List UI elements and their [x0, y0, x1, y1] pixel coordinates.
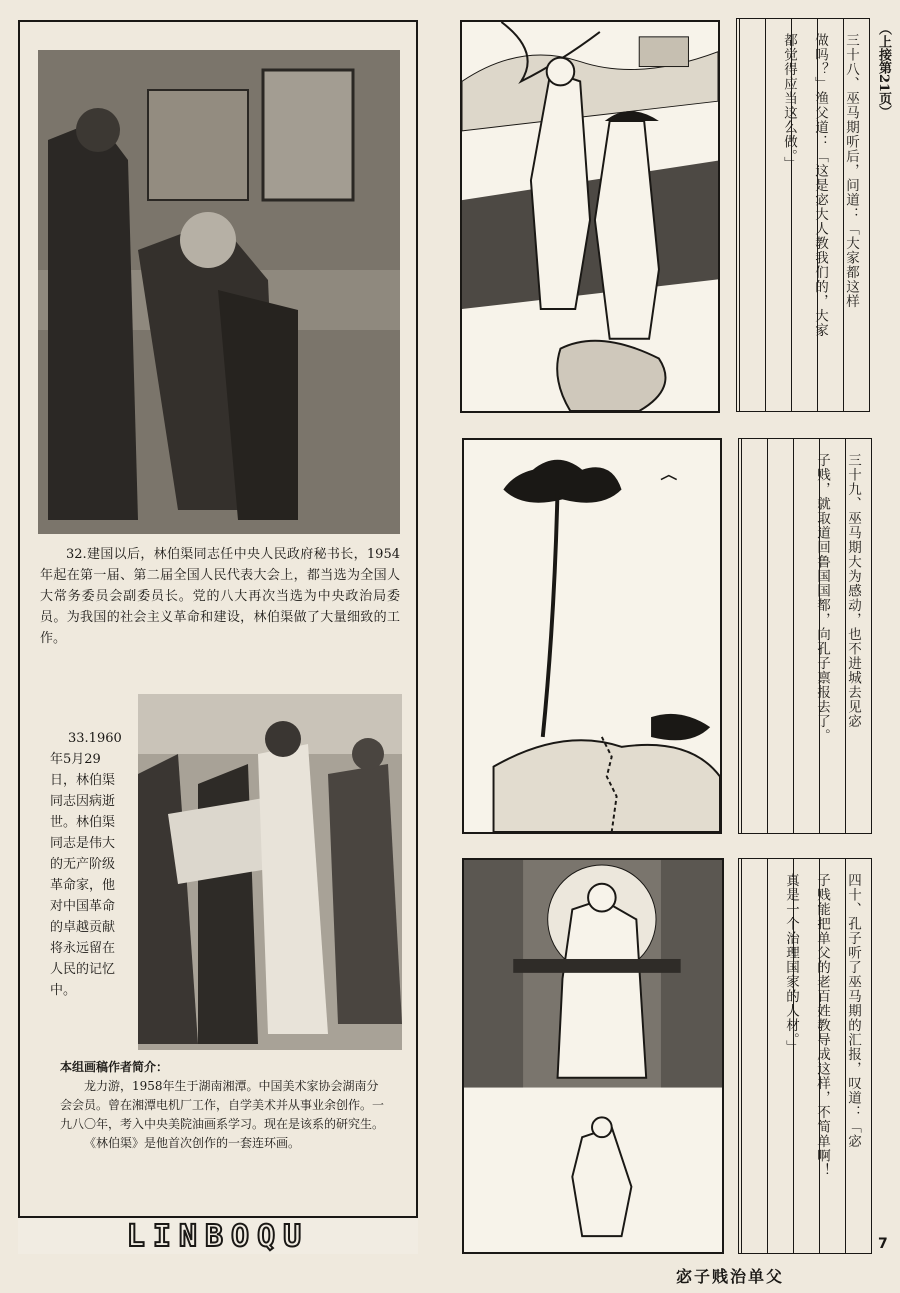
caption-33-line: 33.1960: [68, 731, 122, 746]
text-40-line: 子贱能把单父的老百姓教导成这样，不简单啊！: [814, 873, 830, 1178]
caption-33-line: 中。: [50, 983, 77, 998]
text-38: [737, 33, 869, 401]
text-38-line: 都觉得应当这么做。」: [781, 33, 797, 172]
comic-panel-38: [460, 20, 720, 413]
panel-39-illustration: [464, 440, 720, 832]
title-logo: [18, 1216, 418, 1254]
continued-from-note: （上接第21页）: [876, 22, 891, 119]
text-40-line: 四十、孔子听了巫马期的汇报，叹道：「宓: [845, 873, 861, 1149]
photo-32: [38, 50, 400, 534]
author-bio-title: 本组画稿作者简介：: [60, 1060, 169, 1074]
caption-33-line: 的无产阶级: [50, 857, 116, 872]
linboqu-logo-art: [18, 1218, 418, 1254]
caption-33-line: 人民的记忆: [50, 962, 116, 977]
caption-32: 32.建国以后，林伯渠同志任中央人民政府秘书长，1954年起在第一届、第二届全国人民代表大会上，都当选为全国人大常务委员会副委员长。党的八大再次当选为中央政治局委员。为我国的社会主义革命和建设，林伯渠做了大量细致的工作。: [40, 547, 400, 646]
caption-33-line: 革命家，他: [50, 878, 116, 893]
text-40: [739, 873, 871, 1243]
caption-33-line: 的卓越贡献: [50, 920, 116, 935]
text-40-line: 真是一个治理国家的人材。」: [783, 873, 799, 1055]
author-bio-note: 《林伯渠》是他首次创作的一套连环画。: [84, 1136, 301, 1150]
text-39-line: 子贱，就取道回鲁国国都，向孔子禀报去了。: [814, 453, 830, 743]
comic-panel-40: [462, 858, 724, 1254]
photo-33: [138, 694, 402, 1050]
text-box-40: [738, 858, 872, 1254]
caption-33-line: 年5月29: [50, 752, 101, 767]
text-39-line: 三十九、巫马期大为感动，也不进城去见宓: [845, 453, 861, 729]
caption-33-line: 同志是伟大: [50, 836, 116, 851]
text-box-38: [736, 18, 870, 412]
left-column-panel: [18, 20, 418, 1252]
text-38-line: 三十八、巫马期听后，问道：「大家都这样: [843, 33, 859, 309]
caption-33-line: 日，林伯渠: [50, 773, 116, 788]
photo-32-illustration: [38, 50, 400, 534]
story-title: 宓子贱治单父: [676, 1267, 785, 1286]
panel-40-illustration: [464, 860, 722, 1252]
text-39: [739, 453, 871, 823]
photo-33-illustration: [138, 694, 402, 1050]
caption-33-line: 同志因病逝: [50, 794, 116, 809]
caption-33-line: 对中国革命: [50, 899, 116, 914]
author-bio-text: 龙力游，1958年生于湖南湘潭。中国美术家协会湖南分会会员。曾在湘潭电机厂工作，自学美术并从事业余创作。一九八〇年，考入中央美院油画系学习。现在是该系的研究生。: [60, 1079, 385, 1131]
text-38-line: 做吗？」渔父道：「这是宓大人教我们的，大家: [812, 33, 828, 338]
caption-33: [50, 728, 130, 1001]
caption-33-line: 将永远留在: [50, 941, 116, 956]
page-number: 7: [878, 1236, 888, 1252]
comic-panel-39: [462, 438, 722, 834]
logo-text: LINBOQU: [126, 1219, 310, 1254]
text-box-39: [738, 438, 872, 834]
panel-38-illustration: [462, 22, 718, 411]
author-bio: [60, 1058, 390, 1153]
caption-33-line: 世。林伯渠: [50, 815, 116, 830]
